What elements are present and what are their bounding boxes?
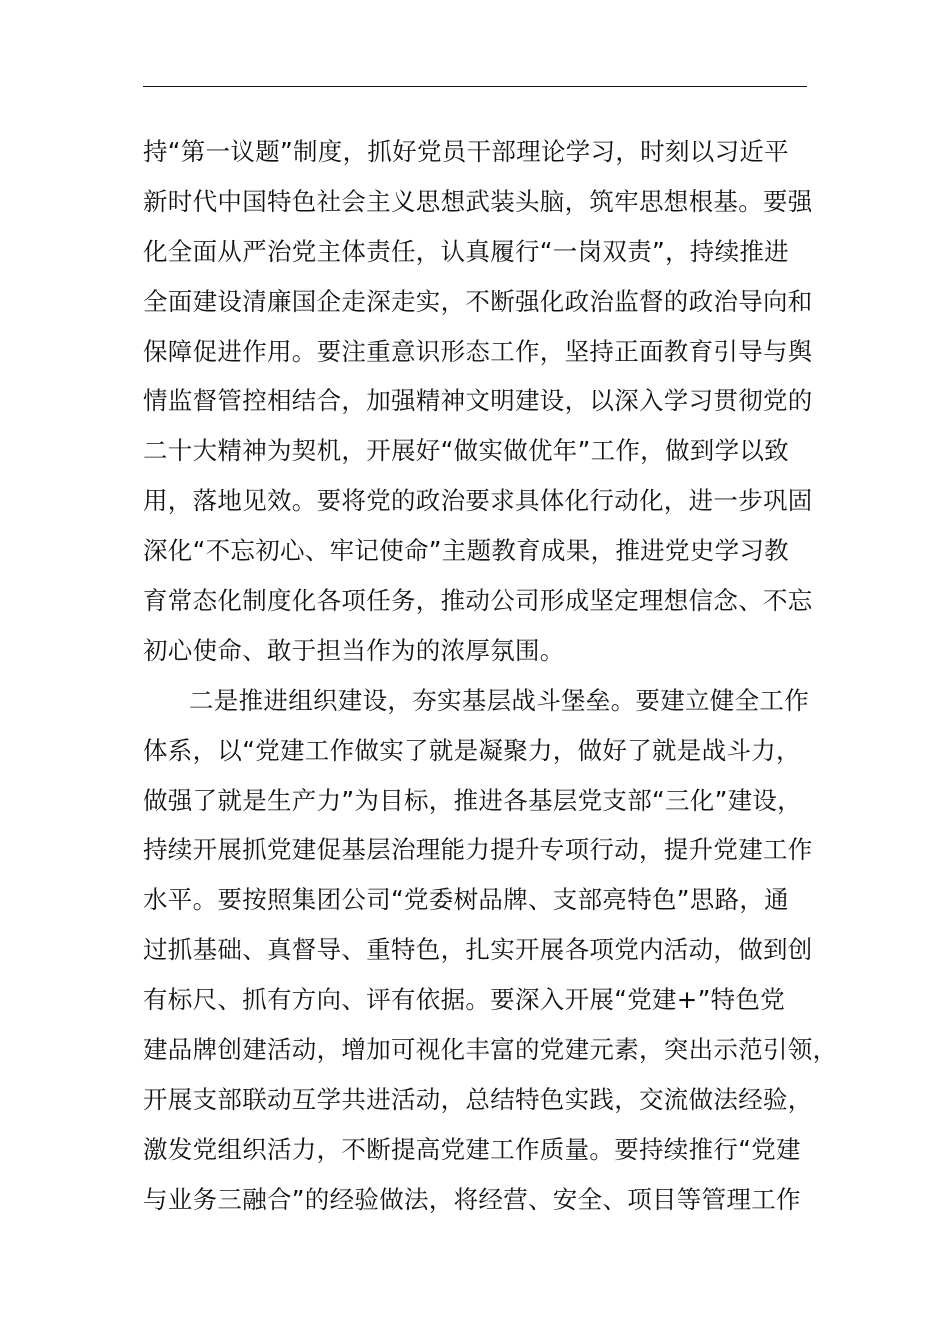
text-line: 化全面从严治党主体责任，认真履行“一岗双责”，持续推进 [143,236,789,266]
text-line: 用，落地见效。要将党的政治要求具体化行动化，进一步巩固 [143,486,813,516]
text-line: 保障促进作用。要注重意识形态工作，坚持正面教育引导与舆 [143,336,813,366]
text-line: 持续开展抓党建促基层治理能力提升专项行动，提升党建工作 [143,835,813,865]
paragraph-start-line: 二是推进组织建设，夯实基层战斗堡垒。要建立健全工作 [189,685,809,715]
text-line: 二十大精神为契机，开展好“做实做优年”工作，做到学以致 [143,436,789,466]
text-line: 情监督管控相结合，加强精神文明建设，以深入学习贯彻党的 [143,386,813,416]
text-line: 开展支部联动互学共进活动，总结特色实践，交流做法经验， [143,1084,813,1114]
text-line: 初心使命、敢于担当作为的浓厚氛围。 [143,635,565,665]
text-line: 有标尺、抓有方向、评有依据。要深入开展“党建+”特色党 [143,985,786,1015]
text-line: 体系，以“党建工作做实了就是凝聚力，做好了就是战斗力， [143,735,801,765]
text-line: 水平。要按照集团公司“党委树品牌、支部亮特色”思路，通 [143,885,789,915]
text-line: 做强了就是生产力”为目标，推进各基层党支部“三化”建设， [143,785,802,815]
text-line: 育常态化制度化各项任务，推动公司形成坚定理想信念、不忘 [143,586,813,616]
body-text [143,127,838,1225]
text-line: 过抓基础、真督导、重特色，扎实开展各项党内活动，做到创 [143,935,813,965]
text-line: 持“第一议题”制度，抓好党员干部理论学习，时刻以习近平 [143,137,789,166]
text-line: 新时代中国特色社会主义思想武装头脑，筑牢思想根基。要强 [143,186,813,216]
text-line: 与业务三融合”的经验做法，将经营、安全、项目等管理工作 [143,1184,801,1214]
header-rule [143,86,807,87]
text-line: 激发党组织活力，不断提高党建工作质量。要持续推行“党建 [143,1134,801,1164]
text-line: 深化“不忘初心、牢记使命”主题教育成果，推进党史学习教 [143,536,789,566]
text-line: 建品牌创建活动，增加可视化丰富的党建元素，突出示范引领， [143,1035,838,1065]
text-line: 全面建设清廉国企走深走实，不断强化政治监督的政治导向和 [143,286,813,316]
